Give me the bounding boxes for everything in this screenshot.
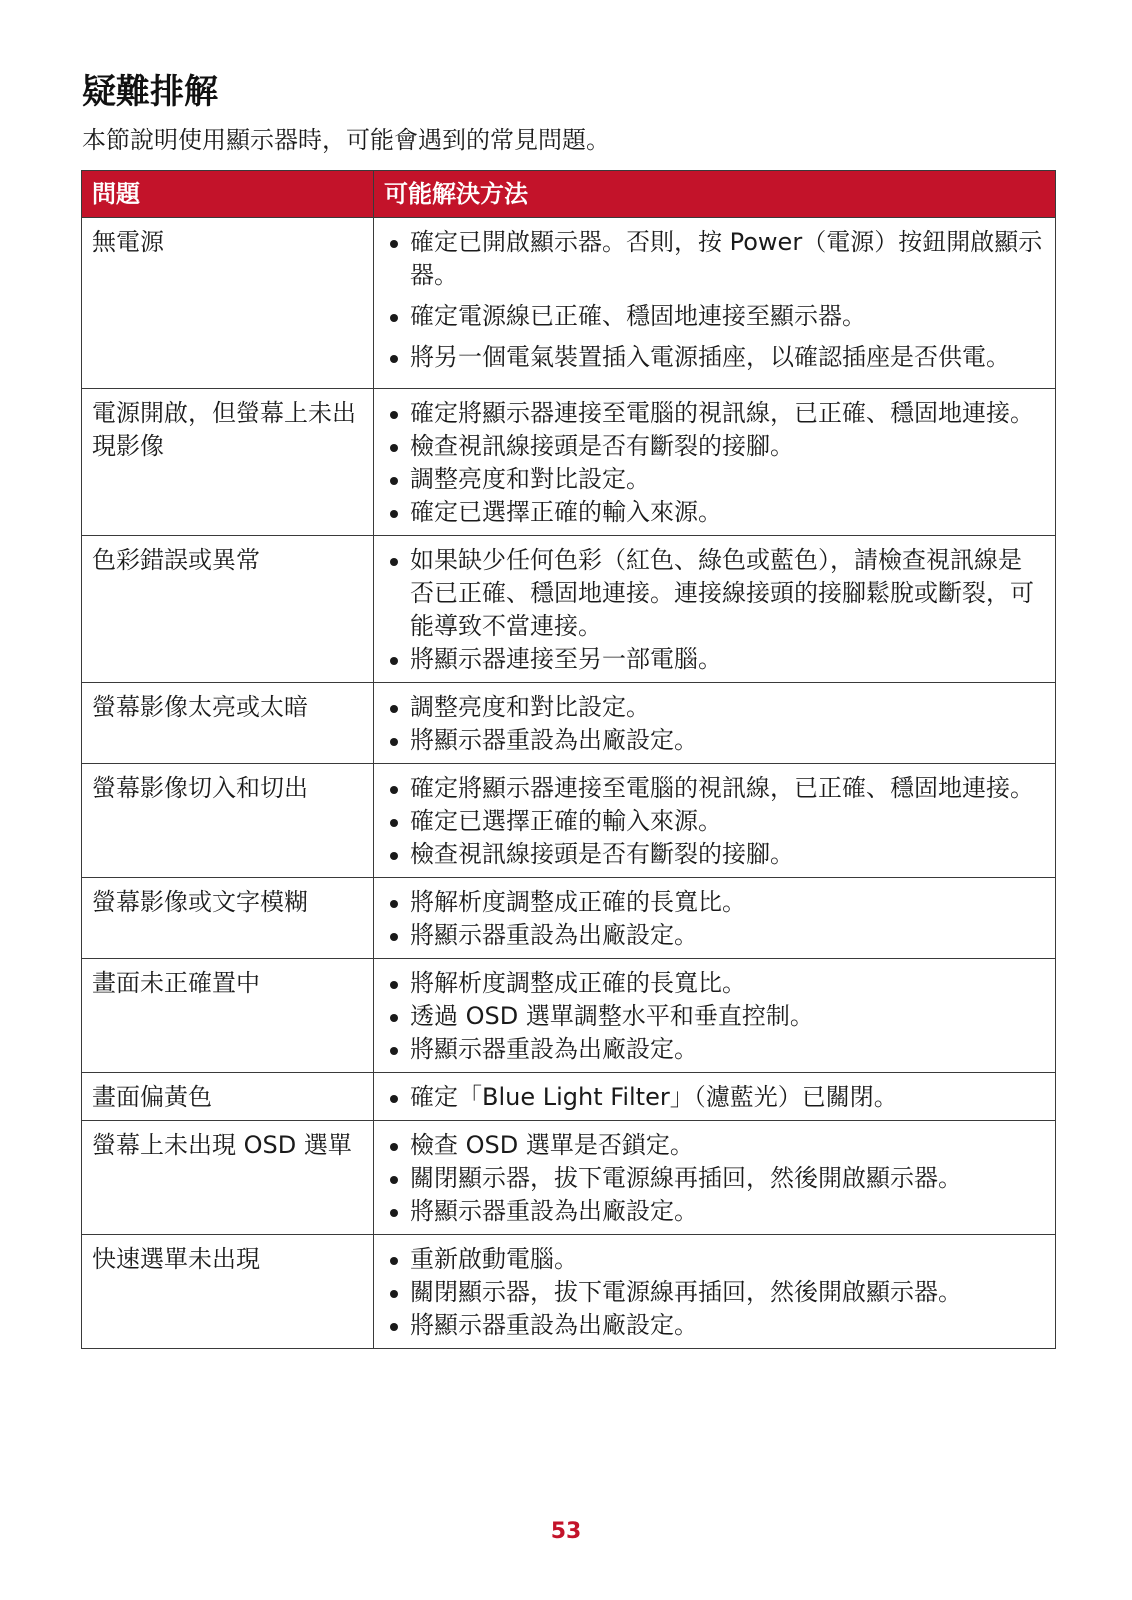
solutions-cell — [374, 878, 1056, 959]
solutions-cell — [374, 1121, 1056, 1235]
solution-list — [386, 544, 1043, 676]
troubleshooting-table — [81, 170, 1056, 1349]
solution-item: 如果缺少任何色彩（紅色、綠色或藍色），請檢查視訊線是否已正確、穩固地連接。連接線接頭的接腳鬆脫或斷裂，可能導致不當連接。 — [386, 544, 1043, 643]
problem-cell: 畫面偏黃色 — [82, 1073, 374, 1121]
table-row — [82, 683, 1056, 764]
problem-cell: 螢幕影像切入和切出 — [82, 764, 374, 878]
problem-cell: 畫面未正確置中 — [82, 959, 374, 1073]
solution-list — [386, 886, 1043, 952]
solution-item: 確定將顯示器連接至電腦的視訊線，已正確、穩固地連接。 — [386, 772, 1043, 805]
solution-list — [386, 397, 1043, 529]
table-row — [82, 764, 1056, 878]
solution-list — [386, 226, 1043, 374]
solutions-cell — [374, 959, 1056, 1073]
solution-item: 確定電源線已正確、穩固地連接至顯示器。 — [386, 300, 1043, 333]
solution-list — [386, 1243, 1043, 1342]
solutions-cell — [374, 764, 1056, 878]
table-row — [82, 878, 1056, 959]
solution-item: 將顯示器重設為出廠設定。 — [386, 919, 1043, 952]
page-number: 53 — [550, 1519, 582, 1544]
solution-item: 將解析度調整成正確的長寬比。 — [386, 967, 1043, 1000]
solution-item: 將顯示器重設為出廠設定。 — [386, 724, 1043, 757]
table-header-row — [82, 171, 1056, 218]
table-row — [82, 1235, 1056, 1349]
intro-text: 本節說明使用顯示器時，可能會遇到的常見問題。 — [82, 126, 610, 154]
solutions-cell — [374, 683, 1056, 764]
solution-item: 確定「Blue Light Filter」（濾藍光）已關閉。 — [386, 1081, 1043, 1114]
solutions-cell — [374, 1073, 1056, 1121]
header-problem: 問題 — [82, 171, 374, 218]
solution-item: 檢查視訊線接頭是否有斷裂的接腳。 — [386, 838, 1043, 871]
solution-item: 透過 OSD 選單調整水平和垂直控制。 — [386, 1000, 1043, 1033]
solutions-cell — [374, 389, 1056, 536]
solution-item: 調整亮度和對比設定。 — [386, 463, 1043, 496]
solution-item: 確定已選擇正確的輸入來源。 — [386, 496, 1043, 529]
solution-list — [386, 1129, 1043, 1228]
solution-item: 將顯示器連接至另一部電腦。 — [386, 643, 1043, 676]
problem-cell: 快速選單未出現 — [82, 1235, 374, 1349]
solution-item: 關閉顯示器，拔下電源線再插回，然後開啟顯示器。 — [386, 1276, 1043, 1309]
solutions-cell — [374, 218, 1056, 389]
problem-cell: 無電源 — [82, 218, 374, 389]
solution-item: 確定將顯示器連接至電腦的視訊線，已正確、穩固地連接。 — [386, 397, 1043, 430]
table-row — [82, 218, 1056, 389]
table-row — [82, 1073, 1056, 1121]
solution-item: 將顯示器重設為出廠設定。 — [386, 1309, 1043, 1342]
solution-item: 確定已開啟顯示器。否則，按 Power（電源）按鈕開啟顯示器。 — [386, 226, 1043, 292]
problem-cell: 螢幕影像太亮或太暗 — [82, 683, 374, 764]
solution-item: 確定已選擇正確的輸入來源。 — [386, 805, 1043, 838]
solution-list — [386, 691, 1043, 757]
page-title: 疑難排解 — [82, 72, 218, 112]
solution-item: 檢查視訊線接頭是否有斷裂的接腳。 — [386, 430, 1043, 463]
table-row — [82, 389, 1056, 536]
solution-item: 將另一個電氣裝置插入電源插座，以確認插座是否供電。 — [386, 341, 1043, 374]
problem-cell: 螢幕上未出現 OSD 選單 — [82, 1121, 374, 1235]
solution-list — [386, 1081, 1043, 1114]
solution-list — [386, 772, 1043, 871]
solution-item: 檢查 OSD 選單是否鎖定。 — [386, 1129, 1043, 1162]
solution-item: 將解析度調整成正確的長寬比。 — [386, 886, 1043, 919]
solutions-cell — [374, 536, 1056, 683]
solution-item: 關閉顯示器，拔下電源線再插回，然後開啟顯示器。 — [386, 1162, 1043, 1195]
problem-cell: 螢幕影像或文字模糊 — [82, 878, 374, 959]
table-row — [82, 959, 1056, 1073]
problem-cell: 電源開啟，但螢幕上未出現影像 — [82, 389, 374, 536]
table-row — [82, 1121, 1056, 1235]
solution-list — [386, 967, 1043, 1066]
problem-cell: 色彩錯誤或異常 — [82, 536, 374, 683]
solution-item: 將顯示器重設為出廠設定。 — [386, 1033, 1043, 1066]
solution-item: 將顯示器重設為出廠設定。 — [386, 1195, 1043, 1228]
header-solutions: 可能解決方法 — [374, 171, 1056, 218]
solutions-cell — [374, 1235, 1056, 1349]
solution-item: 重新啟動電腦。 — [386, 1243, 1043, 1276]
table-row — [82, 536, 1056, 683]
solution-item: 調整亮度和對比設定。 — [386, 691, 1043, 724]
